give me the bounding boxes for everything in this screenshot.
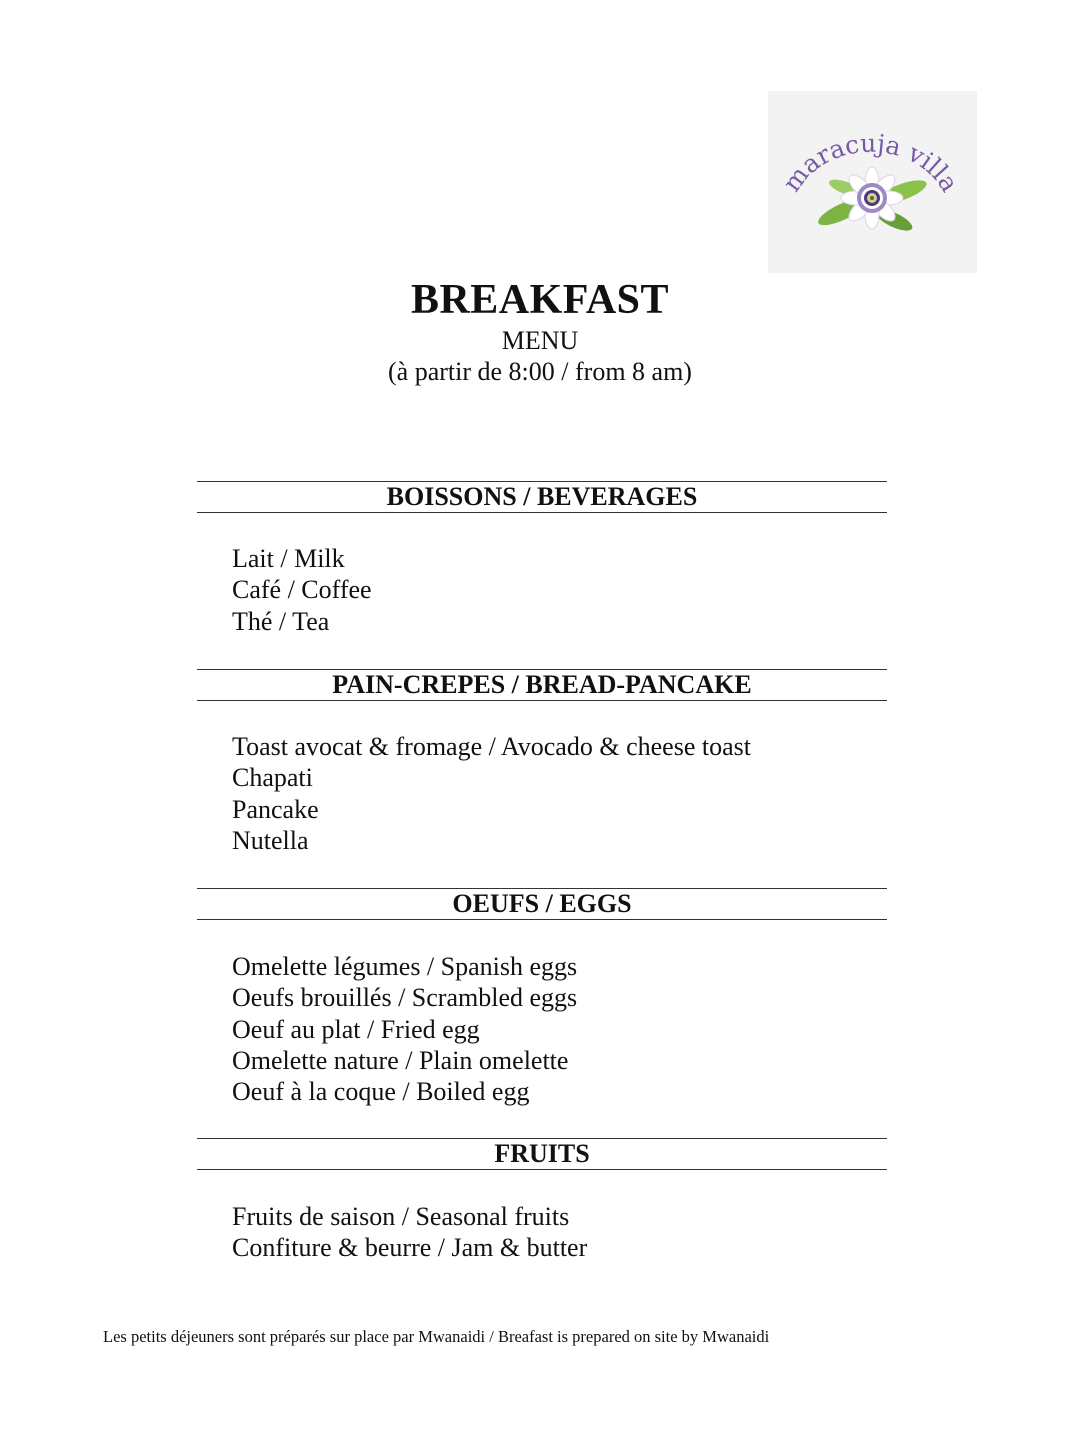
section-fruits (197, 1138, 887, 1264)
footer-note: Les petits déjeuners sont préparés sur place par Mwanaidi / Breafast is prepared on site by Mwanaidi (103, 1327, 770, 1346)
menu-item: Chapati (232, 763, 313, 793)
section-eggs (197, 888, 887, 1107)
menu-item: Fruits de saison / Seasonal fruits (232, 1202, 570, 1231)
menu-item: Omelette légumes / Spanish eggs (232, 952, 578, 981)
menu-header (0, 276, 1080, 388)
menu-item: Pancake (232, 794, 319, 824)
item-list (197, 951, 887, 1107)
menu-item: Lait / Milk (232, 544, 345, 573)
menu-item: Thé / Tea (232, 606, 330, 636)
item-list (197, 731, 887, 856)
page-title: BREAKFAST (410, 277, 670, 323)
section-title: FRUITS (197, 1138, 887, 1170)
flower-icon (815, 167, 929, 235)
serving-hours: (à partir de 8:00 / from 8 am) (388, 357, 692, 386)
menu-item: Toast avocat & fromage / Avocado & cheese toast (232, 732, 751, 761)
menu-item: Omelette nature / Plain omelette (232, 1045, 569, 1075)
menu-item: Oeuf à la coque / Boiled egg (232, 1077, 530, 1107)
section-bread-pancake (197, 669, 887, 856)
section-title: PAIN-CREPES / BREAD-PANCAKE (197, 669, 887, 701)
page-subtitle: MENU (501, 326, 579, 355)
menu-item: Nutella (232, 825, 309, 855)
logo (768, 91, 977, 273)
menu-item: Café / Coffee (232, 575, 372, 605)
section-title: BOISSONS / BEVERAGES (197, 481, 887, 513)
item-list (197, 1201, 887, 1264)
item-list (197, 543, 887, 637)
passion-flower-logo (768, 91, 977, 273)
menu-item: Confiture & beurre / Jam & butter (232, 1233, 588, 1263)
section-beverages (197, 481, 887, 637)
menu-item: Oeuf au plat / Fried egg (232, 1014, 480, 1044)
logo-text: maracuja villa (777, 128, 965, 197)
menu-item: Oeufs brouillés / Scrambled eggs (232, 983, 578, 1013)
section-title: OEUFS / EGGS (197, 888, 887, 920)
